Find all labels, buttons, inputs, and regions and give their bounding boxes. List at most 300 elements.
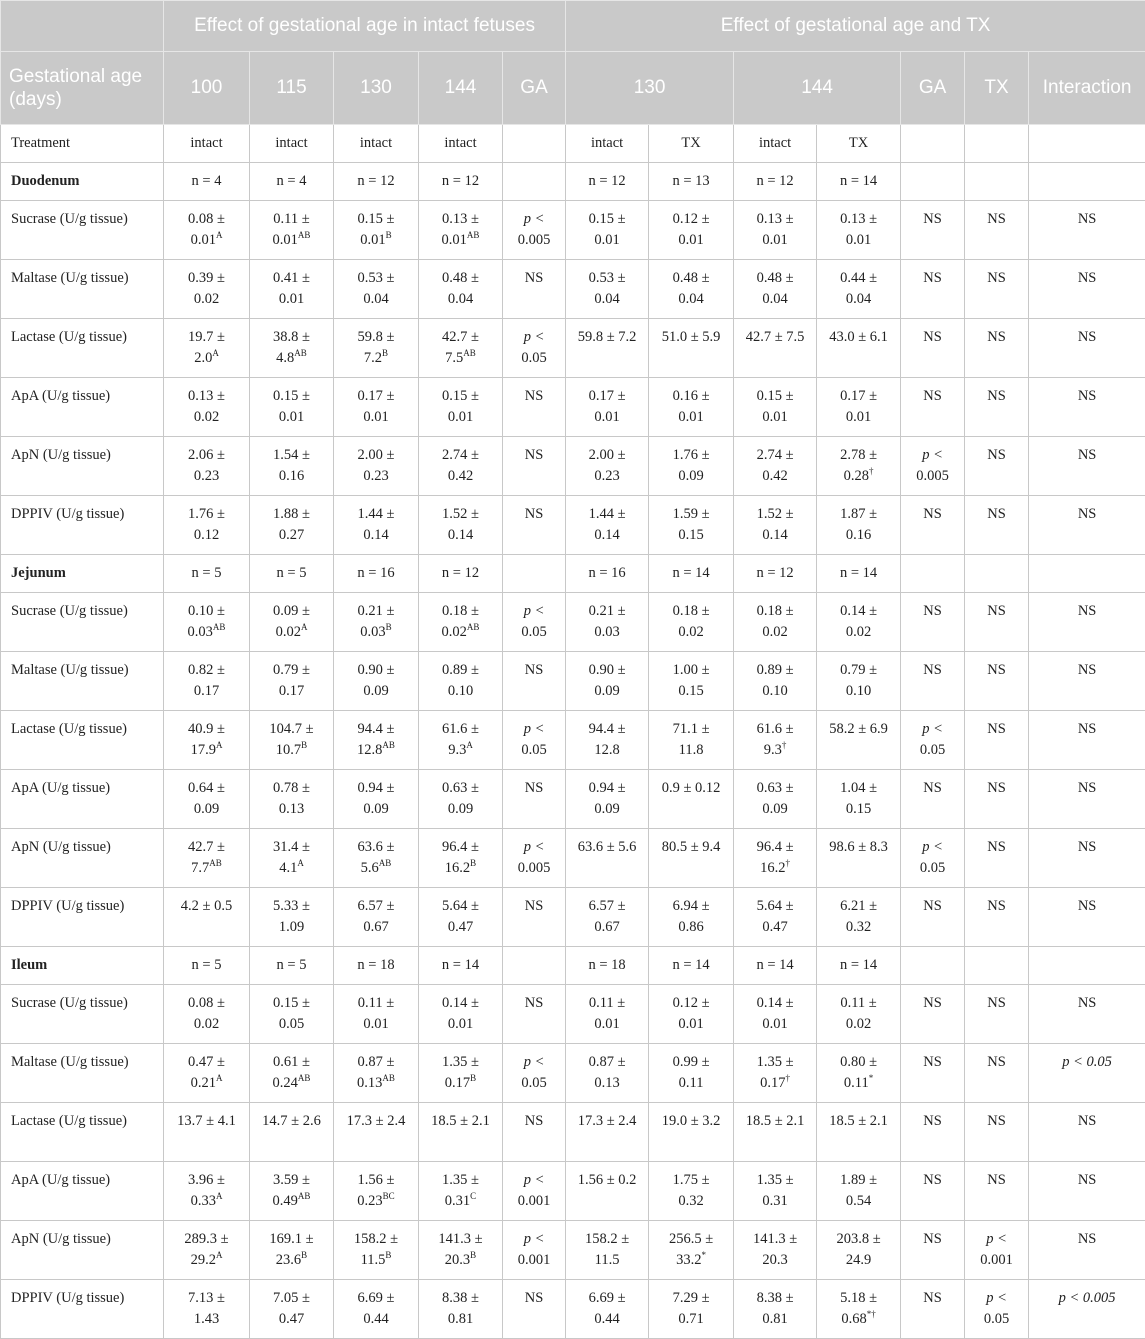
cell-line: 2.00 ± [589,447,626,463]
col-header: Interaction [1029,52,1145,125]
table-cell [250,1221,334,1280]
table-cell [734,1103,817,1162]
table-cell [965,1103,1029,1162]
sample-size-cell: n = 18 [566,947,649,985]
table-cell [503,888,566,947]
cell-line: p < [524,1054,545,1070]
cell-line: 203.8 ± [836,1231,880,1247]
cell-line: 0.09 [594,683,619,699]
significance-superscript: † [869,466,874,476]
table-cell [566,1162,649,1221]
table-cell [817,201,901,260]
cell-line: 1.89 ± [840,1172,877,1188]
significance-superscript: B [385,1250,391,1260]
cell-line: 0.05 [521,742,546,758]
cell-line: 80.5 ± 9.4 [662,839,721,855]
cell-line: NS [923,270,942,286]
table-cell [965,201,1029,260]
cell-line: 0.17 ± [589,388,626,404]
cell-line: NS [525,1290,544,1306]
table-cell [817,985,901,1044]
table-cell [334,1280,419,1339]
table-cell [649,1044,734,1103]
cell-line: 0.15 ± [273,388,310,404]
significance-superscript: AB [209,858,222,868]
cell-line: 0.18 ± [442,603,479,619]
significance-superscript: AB [294,348,307,358]
header-group-tx: Effect of gestational age and TX [566,1,1145,52]
table-cell [734,1221,817,1280]
cell-line: 4.8 [276,350,294,366]
table-cell [965,319,1029,378]
cell-line: NS [1078,1113,1097,1129]
sample-size-cell [503,947,566,985]
cell-line: 0.12 ± [673,211,710,227]
table-cell [566,260,649,319]
cell-line: 0.14 [448,527,473,543]
cell-line: p < [986,1290,1007,1306]
cell-line: 29.2 [191,1252,216,1268]
cell-line: 0.09 [448,801,473,817]
cell-line: 0.32 [678,1193,703,1209]
table-cell [1029,770,1145,829]
table-cell [1029,201,1145,260]
row-label: ApA (U/g tissue) [1,770,164,829]
cell-line: p < [922,721,943,737]
cell-line: 0.13 ± [757,211,794,227]
cell-line: 0.01 [279,291,304,307]
cell-line: 0.01 [678,409,703,425]
table-cell [164,260,250,319]
table-cell [734,711,817,770]
cell-line: 0.11 [679,1075,704,1091]
cell-line: p < [524,1231,545,1247]
table-cell [649,770,734,829]
cell-line: 0.10 [846,683,871,699]
table-cell [901,652,965,711]
table-cell [734,319,817,378]
cell-line: 63.6 ± 5.6 [578,839,637,855]
cell-line: 0.42 [448,468,473,484]
cell-line: 0.44 [363,1311,388,1327]
table-cell [1029,437,1145,496]
table-cell [250,1044,334,1103]
table-cell [419,593,503,652]
table-cell [734,201,817,260]
cell-line: 16.2 [445,860,470,876]
cell-line: 17.9 [191,742,216,758]
table-cell [1029,1280,1145,1339]
table-row [1,1044,1145,1103]
significance-superscript: AB [467,230,480,240]
cell-line: 1.44 ± [358,506,395,522]
table-cell [419,1103,503,1162]
table-cell [817,496,901,555]
cell-line: p < [524,329,545,345]
table-cell [334,770,419,829]
table-cell [649,829,734,888]
row-label: Lactase (U/g tissue) [1,711,164,770]
treatment-cell [503,125,566,163]
sample-size-cell: n = 18 [334,947,419,985]
cell-line: 0.15 [846,801,871,817]
table-cell [1029,985,1145,1044]
table-cell [901,496,965,555]
table-cell [1029,888,1145,947]
cell-line: 0.48 ± [673,270,710,286]
table-cell [734,437,817,496]
table-body [1,125,1145,1339]
row-label: Sucrase (U/g tissue) [1,201,164,260]
cell-line: 0.9 ± 0.12 [662,780,721,796]
col-header: 130 [566,52,734,125]
cell-line: p < [922,839,943,855]
table-cell [164,1221,250,1280]
treatment-cell [1029,125,1145,163]
section-row [1,947,1145,985]
significance-superscript: A [216,1073,223,1083]
table-cell [901,1162,965,1221]
cell-line: 0.04 [448,291,473,307]
table-cell [419,437,503,496]
table-cell [250,260,334,319]
table-cell [817,1162,901,1221]
table-cell [965,260,1029,319]
row-label: ApN (U/g tissue) [1,437,164,496]
col-header: 130 [334,52,419,125]
cell-line: p < [922,447,943,463]
cell-line: 0.80 ± [840,1054,877,1070]
table-cell [1029,496,1145,555]
table-cell [566,496,649,555]
table-cell [250,496,334,555]
treatment-cell: intact [566,125,649,163]
section-row [1,163,1145,201]
cell-line: NS [987,780,1006,796]
table-cell [164,888,250,947]
cell-line: NS [987,662,1006,678]
table-cell [1029,1044,1145,1103]
table-cell [503,437,566,496]
table-cell [901,1044,965,1103]
table-cell [164,437,250,496]
cell-line: 0.13 [594,1075,619,1091]
cell-line: 0.02 [678,624,703,640]
table-cell [419,319,503,378]
cell-line: p < [524,839,545,855]
table-row [1,1221,1145,1280]
table-row [1,711,1145,770]
cell-line: NS [923,1172,942,1188]
table-row [1,888,1145,947]
cell-line: 0.04 [762,291,787,307]
table-cell [734,770,817,829]
cell-line: NS [987,211,1006,227]
table-cell [649,319,734,378]
cell-line: 0.01 [846,232,871,248]
cell-line: 6.69 ± [358,1290,395,1306]
sample-size-cell: n = 12 [734,555,817,593]
table-row [1,770,1145,829]
cell-line: 7.13 ± [188,1290,225,1306]
cell-line: 0.01 [594,232,619,248]
cell-line: 0.02 [846,624,871,640]
cell-line: NS [525,388,544,404]
cell-line: NS [987,447,1006,463]
cell-line: NS [923,211,942,227]
table-cell [817,593,901,652]
cell-line: 1.88 ± [273,506,310,522]
table-row [1,652,1145,711]
table-cell [334,1221,419,1280]
cell-line: 1.56 ± [358,1172,395,1188]
cell-line: 0.14 ± [757,995,794,1011]
table-cell [649,201,734,260]
cell-line: 94.4 ± [589,721,626,737]
cell-line: 7.7 [191,860,209,876]
cell-line: 0.44 ± [840,270,877,286]
table-cell [250,888,334,947]
cell-line: 20.3 [445,1252,470,1268]
table-cell [566,1044,649,1103]
table-cell [250,378,334,437]
table-row [1,378,1145,437]
cell-line: 0.14 [594,527,619,543]
significance-superscript: † [786,858,791,868]
cell-line: NS [923,898,942,914]
cell-line: NS [987,721,1006,737]
sample-size-cell [1029,163,1145,201]
table-cell [734,1044,817,1103]
significance-superscript: † [782,740,787,750]
cell-line: 0.89 ± [442,662,479,678]
table-cell [734,378,817,437]
treatment-cell: intact [250,125,334,163]
table-cell [250,985,334,1044]
cell-line: NS [923,1231,942,1247]
cell-line: 1.00 ± [673,662,710,678]
table-cell [334,201,419,260]
significance-superscript: AB [382,1073,395,1083]
cell-line: 6.57 ± [358,898,395,914]
cell-line: 59.8 ± 7.2 [578,329,637,345]
cell-line: 0.10 [762,683,787,699]
treatment-cell: intact [734,125,817,163]
table-cell [649,378,734,437]
cell-line: 1.35 ± [757,1172,794,1188]
table-cell [419,260,503,319]
cell-line: 0.33 [191,1193,216,1209]
cell-line: 0.04 [678,291,703,307]
cell-line: 0.17 [194,683,219,699]
cell-line: NS [525,898,544,914]
cell-line: 0.31 [445,1193,470,1209]
cell-line: 98.6 ± 8.3 [829,839,888,855]
cell-line: 0.47 [762,919,787,935]
cell-line: 0.02 [194,409,219,425]
table-cell [817,1280,901,1339]
table-cell [164,985,250,1044]
significance-superscript: A [466,740,473,750]
cell-line: 7.29 ± [673,1290,710,1306]
sample-size-cell [503,163,566,201]
sample-size-cell: n = 12 [419,163,503,201]
cell-line: 0.79 ± [273,662,310,678]
header-gestational-age: Gestational age (days) [1,52,164,125]
cell-line: 0.12 ± [673,995,710,1011]
table-cell [734,1280,817,1339]
table-cell [901,888,965,947]
cell-line: 0.09 [594,801,619,817]
sample-size-cell [965,555,1029,593]
table-cell [901,1280,965,1339]
cell-line: NS [923,995,942,1011]
row-label: ApA (U/g tissue) [1,378,164,437]
table-cell [503,201,566,260]
table-cell [817,711,901,770]
sample-size-cell [965,947,1029,985]
cell-line: 0.78 ± [273,780,310,796]
cell-line: 61.6 ± [442,721,479,737]
table-cell [503,770,566,829]
cell-line: 0.23 [357,1193,382,1209]
cell-line: 42.7 ± [188,839,225,855]
cell-line: 5.18 ± [840,1290,877,1306]
significance-superscript: AB [382,740,395,750]
significance-superscript: *† [867,1309,876,1319]
cell-line: 0.13 ± [840,211,877,227]
cell-line: 0.87 ± [589,1054,626,1070]
cell-line: 0.005 [916,468,949,484]
section-title: Jejunum [1,555,164,593]
table-cell [734,888,817,947]
significance-superscript: A [216,740,223,750]
cell-line: 0.90 ± [358,662,395,678]
table-cell [250,437,334,496]
significance-superscript: B [301,1250,307,1260]
cell-line: 141.3 ± [438,1231,482,1247]
cell-line: NS [525,662,544,678]
significance-superscript: B [382,348,388,358]
cell-line: NS [1078,329,1097,345]
row-label: Maltase (U/g tissue) [1,652,164,711]
table-cell [164,593,250,652]
cell-line: 1.52 ± [442,506,479,522]
table-cell [334,496,419,555]
sample-size-cell [901,163,965,201]
table-cell [734,496,817,555]
sample-size-cell [965,163,1029,201]
cell-line: 0.05 [521,350,546,366]
cell-line: 2.0 [194,350,212,366]
table-cell [164,201,250,260]
cell-line: 0.41 ± [273,270,310,286]
significance-superscript: B [470,1073,476,1083]
table-cell [503,1103,566,1162]
table-cell [1029,1221,1145,1280]
sample-size-cell: n = 16 [566,555,649,593]
table-cell [965,652,1029,711]
cell-line: 0.01 [363,1016,388,1032]
cell-line: 63.6 ± [358,839,395,855]
col-header: 115 [250,52,334,125]
table-cell [734,829,817,888]
cell-line: 0.16 [846,527,871,543]
table-cell [649,888,734,947]
cell-line: 0.15 ± [757,388,794,404]
cell-line: NS [923,1054,942,1070]
cell-line: 38.8 ± [273,329,310,345]
cell-line: 1.04 ± [840,780,877,796]
col-header: TX [965,52,1029,125]
table-cell [649,1103,734,1162]
row-label: Lactase (U/g tissue) [1,1103,164,1162]
table-cell [734,985,817,1044]
cell-line: 1.43 [194,1311,219,1327]
cell-line: 6.94 ± [673,898,710,914]
cell-line: 0.01 [448,1016,473,1032]
cell-line: 18.5 ± 2.1 [829,1113,888,1129]
cell-line: 0.12 [194,527,219,543]
cell-line: 2.74 ± [757,447,794,463]
table-cell [164,829,250,888]
cell-line: NS [1078,603,1097,619]
table-cell [649,1221,734,1280]
cell-line: 0.05 [920,860,945,876]
cell-line: NS [525,270,544,286]
table-cell [164,1162,250,1221]
cell-line: 0.13 ± [188,388,225,404]
table-cell [1029,593,1145,652]
table-cell [649,260,734,319]
cell-line: 17.3 ± 2.4 [347,1113,406,1129]
cell-line: 0.01 [846,409,871,425]
cell-line: 0.02 [846,1016,871,1032]
col-header: GA [503,52,566,125]
table-cell [817,1221,901,1280]
sample-size-cell [901,555,965,593]
cell-line: 6.57 ± [589,898,626,914]
table-cell [419,1162,503,1221]
cell-line: 0.15 ± [589,211,626,227]
cell-line: NS [987,995,1006,1011]
table-cell [901,593,965,652]
table-cell [419,652,503,711]
table-cell [503,593,566,652]
significance-superscript: A [216,1250,223,1260]
cell-line: 0.09 [762,801,787,817]
cell-line: 0.001 [518,1252,551,1268]
cell-line: 0.16 [279,468,304,484]
cell-line: 71.1 ± [673,721,710,737]
cell-line: 0.81 [762,1311,787,1327]
cell-line: 0.03 [594,624,619,640]
cell-line: 0.67 [594,919,619,935]
cell-line: 0.02 [276,624,301,640]
cell-line: 0.16 ± [673,388,710,404]
cell-line: 0.01 [279,409,304,425]
cell-line: 0.21 [191,1075,216,1091]
treatment-cell: TX [649,125,734,163]
table-cell [566,1103,649,1162]
table-cell [901,319,965,378]
cell-line: NS [1078,447,1097,463]
table-cell [566,378,649,437]
table-cell [419,829,503,888]
table-row [1,1280,1145,1339]
cell-line: 2.74 ± [442,447,479,463]
cell-line: 0.05 [521,1075,546,1091]
